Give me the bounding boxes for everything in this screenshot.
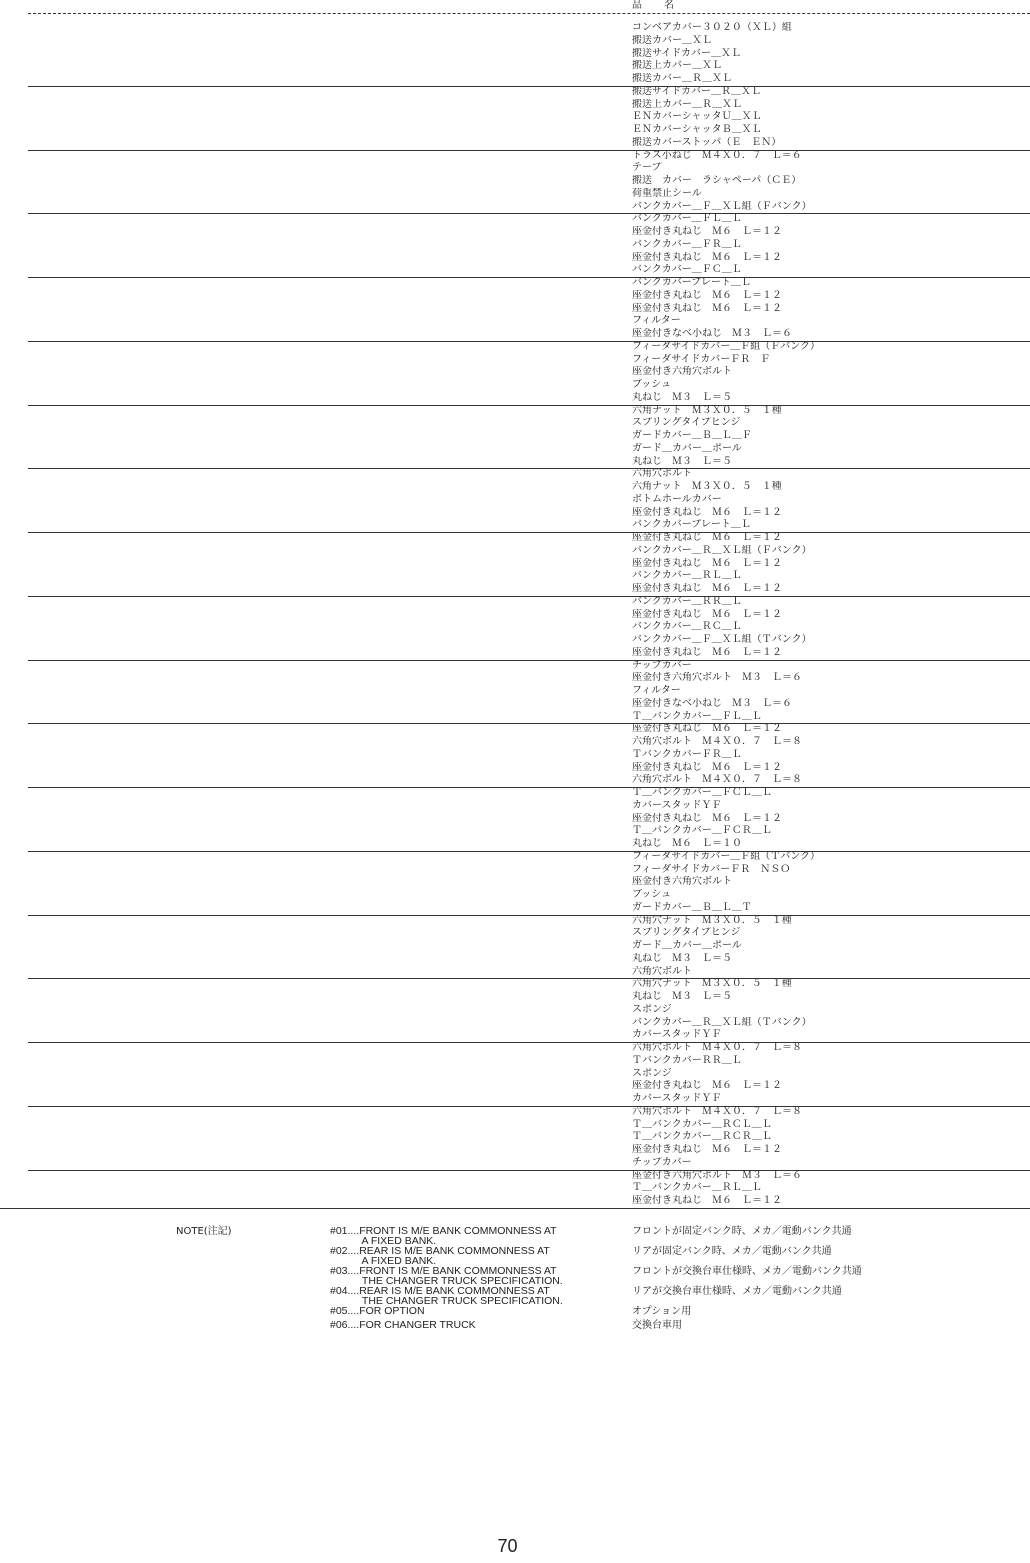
- column-header-part-name: 品 名: [632, 0, 686, 12]
- part-name-item: Ｔ＿バンクカバー＿ＲＣＲ＿Ｌ: [632, 1131, 772, 1143]
- parts-group: [0, 723, 1030, 787]
- part-name-item: チップカバー: [632, 659, 692, 671]
- part-name-item: ＥＮカバーシャッタＵ＿ＸＬ: [632, 111, 762, 123]
- note-japanese: リアが固定バンク時、メカ／電動バンク共通: [632, 1246, 832, 1257]
- note-english: #03....FRONT IS M/E BANK COMMONNESS AT THE CHANGER TRUCK SPECIFICATION.: [330, 1265, 563, 1287]
- part-name-item: バンクカバー＿Ｒ＿ＸＬ組（Ｆバンク）: [632, 544, 812, 556]
- notes-label: NOTE(注記): [176, 1226, 232, 1237]
- part-name-item: ガードカバー＿Ｂ＿Ｌ＿Ｆ: [632, 430, 752, 441]
- parts-group: [0, 341, 1030, 405]
- parts-group: [0, 596, 1030, 660]
- part-name-item: 搬送サイドカバー＿Ｒ＿ＸＬ: [632, 85, 761, 97]
- part-name-item: 座金付きなべ小ねじ Ｍ３ Ｌ＝６: [632, 328, 792, 339]
- part-name-item: バンクカバー＿ＲＣ＿Ｌ: [632, 621, 742, 633]
- part-name-item: ＴバンクカバーＦＲ＿Ｌ: [632, 748, 742, 760]
- part-name-item: 搬送サイドカバー＿ＸＬ: [632, 47, 741, 59]
- part-name-item: 座金付き丸ねじ Ｍ６ Ｌ＝１２: [632, 1080, 782, 1092]
- part-name-item: 六角ナット Ｍ３Ｘ０．５ １種: [632, 481, 782, 492]
- part-name-item: 六角穴ナット Ｍ３Ｘ０．５ １種: [632, 914, 792, 926]
- part-name-item: Ｔ＿バンクカバー＿ＦＣＲ＿Ｌ: [632, 825, 772, 837]
- part-name-item: ボトムホールカバー: [632, 493, 722, 505]
- parts-group: [0, 660, 1030, 724]
- part-name-item: 搬送カバーストッパ（Ｅ ＥＮ）: [632, 136, 782, 148]
- note-japanese: オプション用: [632, 1306, 692, 1317]
- note-english: #06....FOR CHANGER TRUCK: [330, 1319, 476, 1331]
- part-name-item: テープ: [632, 162, 662, 174]
- part-name-item: カバースタッドＹＦ: [632, 1029, 722, 1041]
- part-name-item: フィルター: [632, 315, 681, 327]
- parts-group: [0, 22, 1030, 86]
- parts-group: [0, 86, 1030, 150]
- part-name-item: 座金付き丸ねじ Ｍ６ Ｌ＝１２: [632, 723, 782, 735]
- parts-group: [0, 277, 1030, 341]
- part-name-item: 座金付き丸ねじ Ｍ６ Ｌ＝１２: [632, 1195, 782, 1206]
- part-name-item: バンクカバー＿ＦＬ＿Ｌ: [632, 213, 742, 225]
- part-name-item: 座金付き丸ねじ Ｍ６ Ｌ＝１２: [632, 251, 782, 263]
- part-name-item: バンクカバープレート＿Ｌ: [632, 519, 751, 531]
- part-name-item: トラス小ねじ Ｍ４Ｘ０．７ Ｌ＝６: [632, 149, 802, 161]
- part-name-item: 荷重禁止シール: [632, 187, 702, 199]
- part-name-item: 搬送カバー＿ＸＬ: [632, 34, 712, 46]
- part-name-item: フィーダサイドカバー＿Ｆ組（Ｆバンク）: [632, 340, 820, 352]
- part-name-item: 六角穴ボルト: [632, 965, 692, 977]
- part-name-item: バンクカバー＿Ｆ＿ＸＬ組（Ｔバンク）: [632, 634, 812, 645]
- parts-group: [0, 1042, 1030, 1106]
- part-name-item: 座金付き丸ねじ Ｍ６ Ｌ＝１２: [632, 532, 782, 543]
- part-name-item: ガード＿カバー＿ポール: [632, 442, 742, 454]
- part-name-item: ブッシュ: [632, 379, 672, 390]
- part-name-item: 六角穴ボルト Ｍ４Ｘ０．７ Ｌ＝８: [632, 1105, 802, 1117]
- note-english: #02....REAR IS M/E BANK COMMONNESS AT A FIXED BANK.: [330, 1245, 550, 1267]
- part-name-item: 座金付き六角穴ボルト: [632, 366, 732, 378]
- part-name-item: 搬送上カバー＿ＸＬ: [632, 60, 722, 72]
- part-name-item: 六角穴ボルト: [632, 468, 692, 480]
- note-japanese: フロントが固定バンク時、メカ／電動バンク共通: [632, 1226, 852, 1237]
- part-name-item: バンクカバー＿Ｒ＿ＸＬ組（Ｔバンク）: [632, 1016, 812, 1028]
- parts-group: [0, 787, 1030, 851]
- parts-list: [0, 22, 1030, 1209]
- part-name-item: Ｔ＿バンクカバー＿ＲＬ＿Ｌ: [632, 1182, 762, 1194]
- note-english: #01....FRONT IS M/E BANK COMMONNESS AT A FIXED BANK.: [330, 1225, 557, 1247]
- parts-group: [0, 1106, 1030, 1170]
- part-name-item: 座金付き六角穴ボルト: [632, 876, 732, 888]
- part-name-item: 六角穴ボルト Ｍ４Ｘ０．７ Ｌ＝８: [632, 736, 802, 747]
- part-name-item: 六角穴ボルト Ｍ４Ｘ０．７ Ｌ＝８: [632, 774, 802, 786]
- part-name-item: 座金付き丸ねじ Ｍ６ Ｌ＝１２: [632, 583, 782, 594]
- note-japanese: リアが交換台車仕様時、メカ／電動バンク共通: [632, 1286, 842, 1297]
- parts-group: [0, 532, 1030, 596]
- part-name-item: バンクカバー＿ＲＬ＿Ｌ: [632, 570, 742, 582]
- part-name-item: カバースタッドＹＦ: [632, 799, 722, 811]
- part-name-item: ブッシュ: [632, 889, 672, 900]
- part-name-item: 座金付き丸ねじ Ｍ６ Ｌ＝１２: [632, 557, 782, 569]
- parts-group: [0, 851, 1030, 915]
- part-name-item: チップカバー: [632, 1156, 692, 1168]
- part-name-item: ガードカバー＿Ｂ＿Ｌ＿Ｔ: [632, 901, 752, 913]
- part-name-item: ガード＿カバー＿ポール: [632, 940, 742, 951]
- part-name-item: フィーダサイドカバーＦＲ Ｆ: [632, 353, 771, 365]
- part-name-item: 座金付き丸ねじ Ｍ６ Ｌ＝１２: [632, 302, 782, 314]
- parts-group: [0, 915, 1030, 979]
- part-name-item: フィーダサイドカバーＦＲ ＮＳＯ: [632, 863, 791, 875]
- part-name-item: スプリングタイプヒンジ: [632, 417, 741, 429]
- page-number: 70: [497, 1536, 518, 1556]
- part-name-item: スポンジ: [632, 1003, 672, 1015]
- part-name-item: 搬送上カバー＿Ｒ＿ＸＬ: [632, 98, 742, 110]
- part-name-item: 六角ナット Ｍ３Ｘ０．５ １種: [632, 404, 782, 416]
- part-name-item: 丸ねじ Ｍ３ Ｌ＝５: [632, 455, 732, 467]
- table-header: [0, 0, 1030, 16]
- parts-group: [0, 150, 1030, 214]
- part-name-item: 座金付き丸ねじ Ｍ６ Ｌ＝１２: [632, 1144, 782, 1155]
- part-name-item: ＴバンクカバーＲＲ＿Ｌ: [632, 1054, 742, 1066]
- part-name-item: コンベアカバー３０２０（ＸＬ）組: [632, 22, 792, 33]
- part-name-item: バンクカバー＿ＦＲ＿Ｌ: [632, 238, 742, 250]
- note-english: #04....REAR IS M/E BANK COMMONNESS AT THE CHANGER TRUCK SPECIFICATION.: [330, 1285, 563, 1307]
- part-name-item: 六角穴ボルト Ｍ４Ｘ０．７ Ｌ＝８: [632, 1042, 802, 1053]
- header-dashed-rule: [28, 13, 1030, 14]
- part-name-item: カバースタッドＹＦ: [632, 1093, 722, 1104]
- part-name-item: 座金付き丸ねじ Ｍ６ Ｌ＝１２: [632, 646, 782, 658]
- part-name-item: バンクカバー＿ＦＣ＿Ｌ: [632, 264, 742, 276]
- part-name-item: Ｔ＿バンクカバー＿ＦＬ＿Ｌ: [632, 710, 762, 722]
- parts-group: [0, 978, 1030, 1042]
- note-japanese: フロントが交換台車仕様時、メカ／電動バンク共通: [632, 1266, 862, 1277]
- part-name-item: 座金付き六角穴ボルト Ｍ３ Ｌ＝６: [632, 1169, 802, 1181]
- part-name-item: 丸ねじ Ｍ３ Ｌ＝５: [632, 391, 732, 403]
- part-name-item: 座金付き六角穴ボルト Ｍ３ Ｌ＝６: [632, 672, 802, 684]
- part-name-item: 座金付き丸ねじ Ｍ６ Ｌ＝１２: [632, 608, 782, 620]
- part-name-item: フィーダサイドカバー＿Ｆ組（Ｔバンク）: [632, 850, 820, 862]
- part-name-item: ＥＮカバーシャッタＢ＿ＸＬ: [632, 124, 762, 135]
- parts-group: [0, 405, 1030, 469]
- part-name-item: 搬送 カバー ラシャペーパ（ＣＥ）: [632, 175, 802, 186]
- part-name-item: Ｔ＿バンクカバー＿ＦＣＬ＿Ｌ: [632, 787, 772, 798]
- parts-group: [0, 468, 1030, 532]
- parts-group: [0, 1170, 1030, 1209]
- part-name-item: 座金付き丸ねじ Ｍ６ Ｌ＝１２: [632, 761, 782, 773]
- part-name-item: 丸ねじ Ｍ３ Ｌ＝５: [632, 991, 732, 1002]
- part-name-item: 座金付き丸ねじ Ｍ６ Ｌ＝１２: [632, 289, 782, 301]
- part-name-item: 丸ねじ Ｍ６ Ｌ＝１０: [632, 838, 742, 849]
- part-name-item: 搬送カバー＿Ｒ＿ＸＬ: [632, 73, 732, 84]
- part-name-item: 座金付き丸ねじ Ｍ６ Ｌ＝１２: [632, 812, 782, 824]
- part-name-item: 丸ねじ Ｍ３ Ｌ＝５: [632, 952, 732, 964]
- parts-group: [0, 213, 1030, 277]
- part-name-item: 六角穴ナット Ｍ３Ｘ０．５ １種: [632, 978, 792, 990]
- part-name-item: バンクカバープレート＿Ｌ: [632, 277, 751, 288]
- part-name-item: 座金付き丸ねじ Ｍ６ Ｌ＝１２: [632, 226, 782, 237]
- part-name-item: 座金付きなべ小ねじ Ｍ３ Ｌ＝６: [632, 697, 792, 709]
- part-name-item: 座金付き丸ねじ Ｍ６ Ｌ＝１２: [632, 506, 782, 518]
- note-english: #05....FOR OPTION: [330, 1305, 425, 1317]
- part-name-item: バンクカバー＿ＲＲ＿Ｌ: [632, 595, 742, 607]
- note-japanese: 交換台車用: [632, 1320, 682, 1331]
- part-name-item: フィルター: [632, 685, 681, 696]
- part-name-item: Ｔ＿バンクカバー＿ＲＣＬ＿Ｌ: [632, 1118, 772, 1130]
- part-name-item: スプリングタイプヒンジ: [632, 927, 741, 939]
- part-name-item: バンクカバー＿Ｆ＿ＸＬ組（Ｆバンク）: [632, 200, 812, 212]
- part-name-item: スポンジ: [632, 1067, 672, 1079]
